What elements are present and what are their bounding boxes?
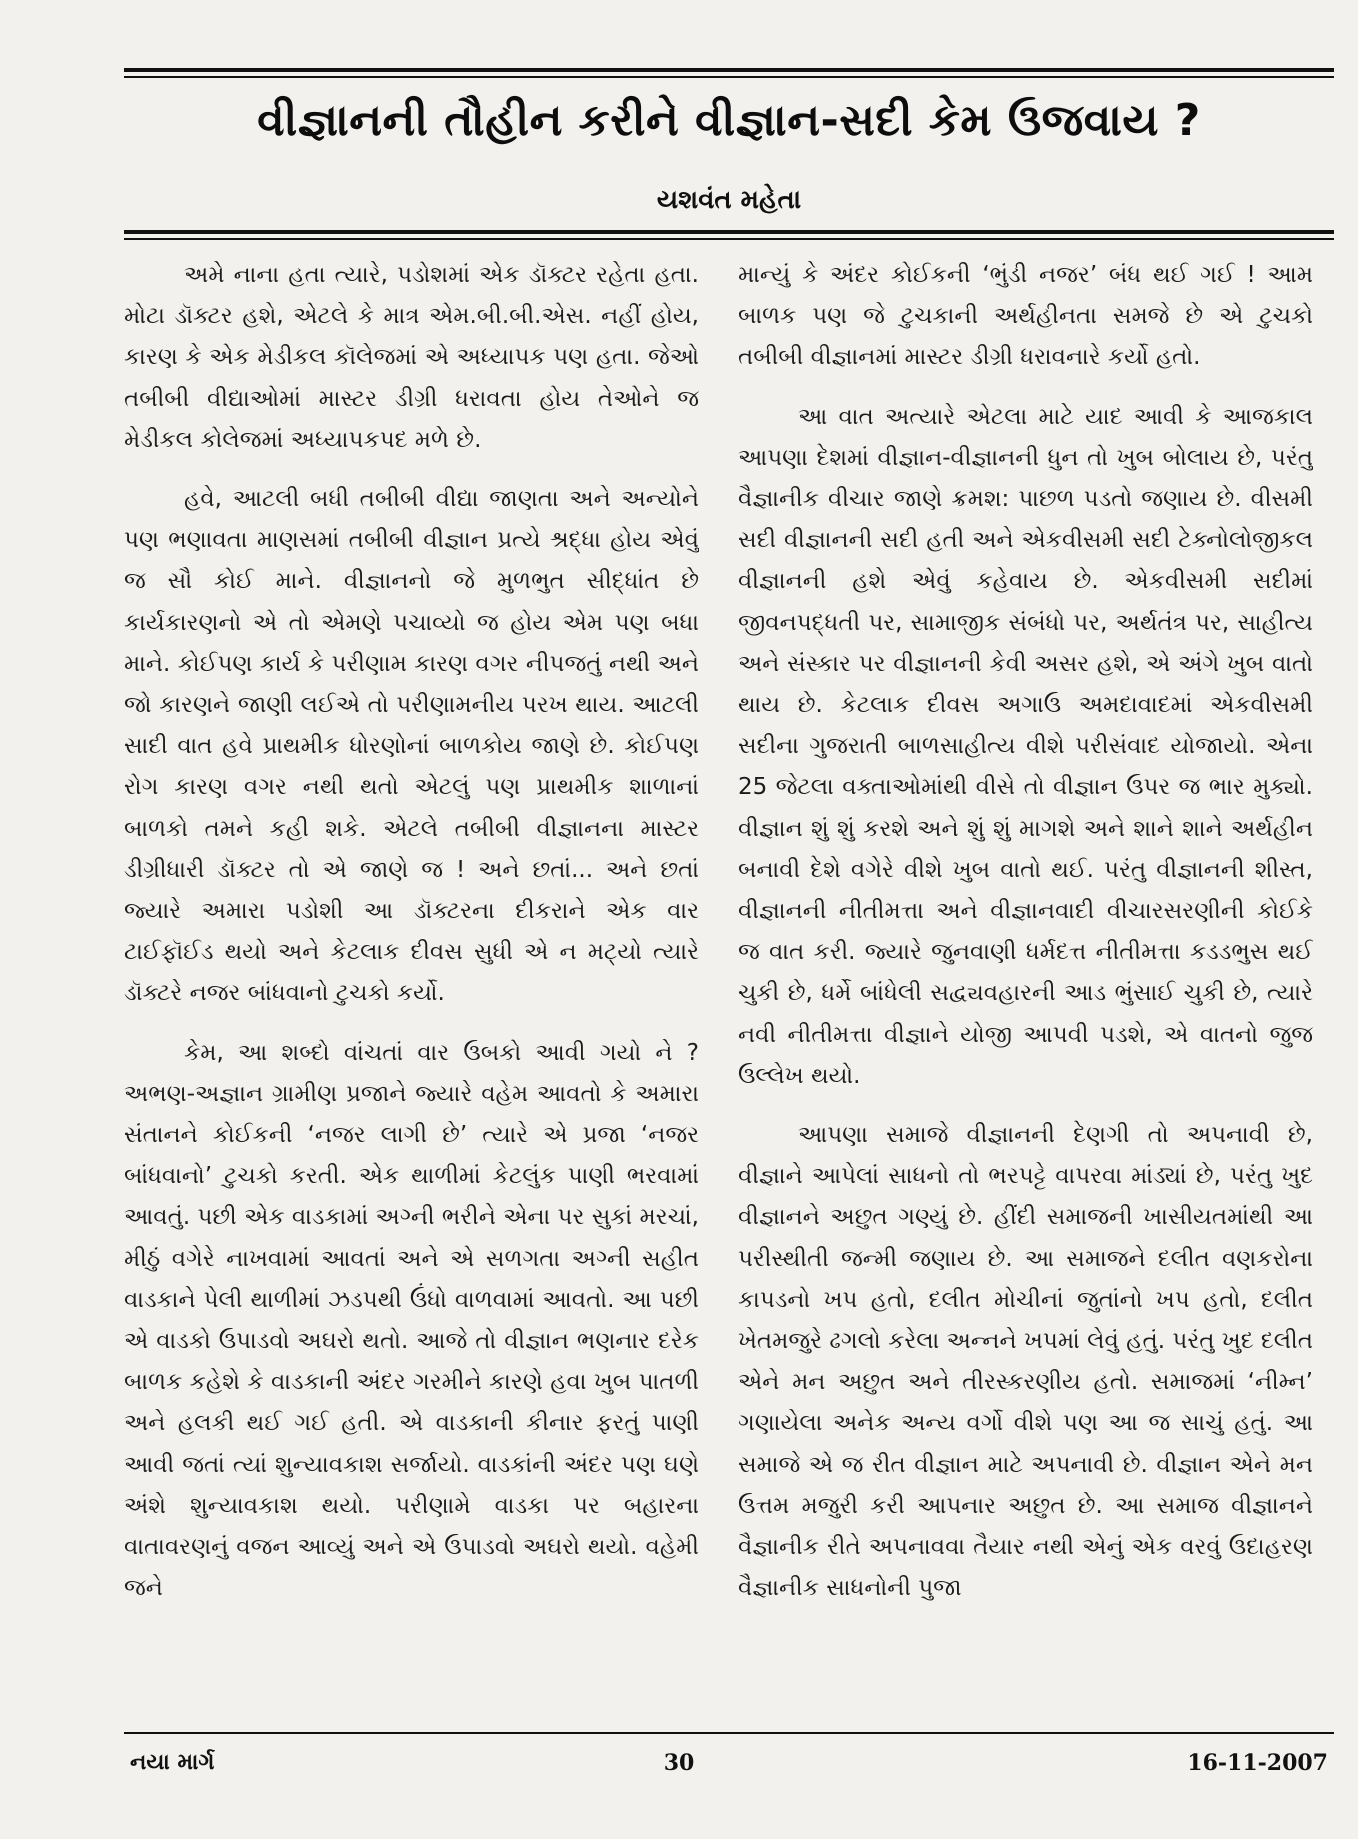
paragraph: માન્યું કે અંદર કોઈકની ‘ભુંડી નજર’ બંધ થઈ ગઈ ! આમ બાળક પણ જે ટુચકાની અર્થહીનતા સમજે છે એ ટુચકો તબીબી વીજ્ઞાનમાં માસ્ટર ડીગ્રી ધરાવનારે કર્યો હતો. — [738, 262, 1313, 371]
paragraph: આ વાત અત્યારે એટલા માટે યાદ આવી કે આજકાલ આપણા દેશમાં વીજ્ઞાન-વીજ્ઞાનની ધુન તો ખુબ બોલાય છે, પરંતુ વૈજ્ઞાનીક વીચાર જાણે ક્રમશ: પાછળ પડતો જણાય છે. વીસમી સદી વીજ્ઞાનની સદી હતી અને એકવીસમી સદી ટેક્નોલોજીકલ વીજ્ઞાનની હશે એવું કહેવાય છે. એકવીસમી સદીમાં જીવનપદ્ધતી પર, સામાજીક સંબંધો પર, અર્થતંત્ર પર, સાહીત્ય અને સંસ્કાર પર વીજ્ઞાનની કેવી અસર હશે, એ અંગે ખુબ વાતો થાય છે. કેટલાક દીવસ અગાઉ અમદાવાદમાં એકવીસમી સદીના ગુજરાતી બાળસાહીત્ય વીશે પરીસંવાદ યોજાયો. એના 25 જેટલા વક્તાઓમાંથી વીસે તો વીજ્ઞાન ઉપર જ ભાર મુક્યો. વીજ્ઞાન શું શું કરશે અને શું શું માગશે અને શાને શાને અર્થહીન બનાવી દેશે વગેરે વીશે ખુબ વાતો થઈ. પરંતુ વીજ્ઞાનની શીસ્ત, વીજ્ઞાનની નીતીમત્તા અને વીજ્ઞાનવાદી વીચારસરણીની કોઈકે જ વાત કરી. જ્યારે જુનવાણી ધર્મદત્ત નીતીમત્તા કડડભુસ થઈ ચુકી છે, ધર્મે બાંધેલી સદ્વ્યવહારની આડ ભુંસાઈ ચુકી છે, ત્યારે નવી નીતીમત્તા વીજ્ઞાને યોજી આપવી પડશે, એ વાતનો જુજ ઉલ્લેખ થયો. — [738, 403, 1313, 1089]
left-column — [124, 255, 699, 1735]
footer-rule — [124, 1732, 1334, 1734]
paragraph: આપણા સમાજે વીજ્ઞાનની દેણગી તો અપનાવી છે, વીજ્ઞાને આપેલાં સાધનો તો ભરપટ્ટે વાપરવા માંડ્યાં છે, પરંતુ ખુદ વીજ્ઞાનને અછુત ગણ્યું છે. હીંદી સમાજની ખાસીયતમાંથી આ પરીસ્થીતી જન્મી જણાય છે. આ સમાજને દલીત વણકરોના કાપડનો ખપ હતો, દલીત મોચીનાં જુતાંનો ખપ હતો, દલીત ખેતમજુરે ઢગલો કરેલા અન્નને ખપમાં લેવું હતું. પરંતુ ખુદ દલીત એને મન અછુત અને તીરસ્કરણીય હતો. સમાજમાં ‘નીમ્ન’ ગણાયેલા અનેક અન્ય વર્ગો વીશે પણ આ જ સાચું હતું. આ સમાજે એ જ રીત વીજ્ઞાન માટે અપનાવી છે. વીજ્ઞાન એને મન ઉત્તમ મજુરી કરી આપનાર અછુત છે. આ સમાજ વીજ્ઞાનને વૈજ્ઞાનીક રીતે અપનાવવા તૈયાર નથી એનું એક વરવું ઉદાહરણ વૈજ્ઞાનીક સાધનોની પુજા — [738, 1122, 1313, 1602]
right-column — [738, 255, 1313, 1735]
article-title: વીજ્ઞાનની તૌહીન કરીને વીજ્ઞાન-સદી કેમ ઉજવાય ? — [257, 95, 1201, 146]
issue-date: 16-11-2007 — [1187, 1750, 1328, 1776]
publication-name: નયા માર્ગ — [130, 1750, 215, 1775]
paragraph: હવે, આટલી બધી તબીબી વીદ્યા જાણતા અને અન્યોને પણ ભણાવતા માણસમાં તબીબી વીજ્ઞાન પ્રત્યે શ્રદ્ધા હોય એવું જ સૌ કોઈ માને. વીજ્ઞાનનો જે મુળભુત સીદ્ધાંત છે કાર્યકારણનો એ તો એમણે પચાવ્યો જ હોય એમ પણ બધા માને. કોઈપણ કાર્ય કે પરીણામ કારણ વગર નીપજતું નથી અને જો કારણને જાણી લઈએ તો પરીણામનીય પરખ થાય. આટલી સાદી વાત હવે પ્રાથમીક ધોરણોનાં બાળકોય જાણે છે. કોઈપણ રોગ કારણ વગર નથી થતો એટલું પણ પ્રાથમીક શાળાનાં બાળકો તમને કહી શકે. એટલે તબીબી વીજ્ઞાનના માસ્ટર ડીગ્રીધારી ડૉક્ટર તો એ જાણે જ ! અને છતાં... અને છતાં જ્યારે અમારા પડોશી આ ડૉક્ટરના દીકરાને એક વાર ટાઈફૉઈડ થયો અને કેટલાક દીવસ સુધી એ ન મટ્યો ત્યારે ડૉક્ટરે નજર બાંધવાનો ટુચકો કર્યો. — [124, 486, 699, 1007]
page-number: 30 — [663, 1750, 695, 1776]
top-rule-thin — [124, 76, 1334, 78]
author-byline: યશવંત મહેતા — [656, 185, 802, 215]
paragraph: અમે નાના હતા ત્યારે, પડોશમાં એક ડૉક્ટર રહેતા હતા. મોટા ડૉક્ટર હશે, એટલે કે માત્ર એમ.બી.બી.એસ. નહીં હોય, કારણ કે એક મેડીકલ કૉલેજમાં એ અધ્યાપક પણ હતા. જેઓ તબીબી વીદ્યાઓમાં માસ્ટર ડીગ્રી ધરાવતા હોય તેઓને જ મેડીકલ કોલેજમાં અધ્યાપકપદ મળે છે. — [124, 262, 699, 453]
header-rule — [124, 230, 1334, 234]
header-rule-thin — [124, 238, 1334, 240]
top-rule — [124, 68, 1334, 72]
paragraph: કેમ, આ શબ્દો વાંચતાં વાર ઉબકો આવી ગયો ને ? અભણ-અજ્ઞાન ગ્રામીણ પ્રજાને જ્યારે વહેમ આવતો કે અમારા સંતાનને કોઈકની ‘નજર લાગી છે’ ત્યારે એ પ્રજા ‘નજર બાંધવાનો’ ટુચકો કરતી. એક થાળીમાં કેટલુંક પાણી ભરવામાં આવતું. પછી એક વાડકામાં અગ્ની ભરીને એના પર સુકાં મરચાં, મીઠું વગેરે નાખવામાં આવતાં અને એ સળગતા અગ્ની સહીત વાડકાને પેલી થાળીમાં ઝડપથી ઉંધો વાળવામાં આવતો. આ પછી એ વાડકો ઉપાડવો અઘરો થતો. આજે તો વીજ્ઞાન ભણનાર દરેક બાળક કહેશે કે વાડકાની અંદર ગરમીને કારણે હવા ખુબ પાતળી અને હલકી થઈ ગઈ હતી. એ વાડકાની કીનાર ફરતું પાણી આવી જતાં ત્યાં શુન્યાવકાશ સર્જાયો. વાડકાંની અંદર પણ ઘણે અંશે શુન્યાવકાશ થયો. પરીણામે વાડકા પર બહારના વાતાવરણનું વજન આવ્યું અને એ ઉપાડવો અઘરો થયો. વહેમી જને — [124, 1039, 699, 1602]
